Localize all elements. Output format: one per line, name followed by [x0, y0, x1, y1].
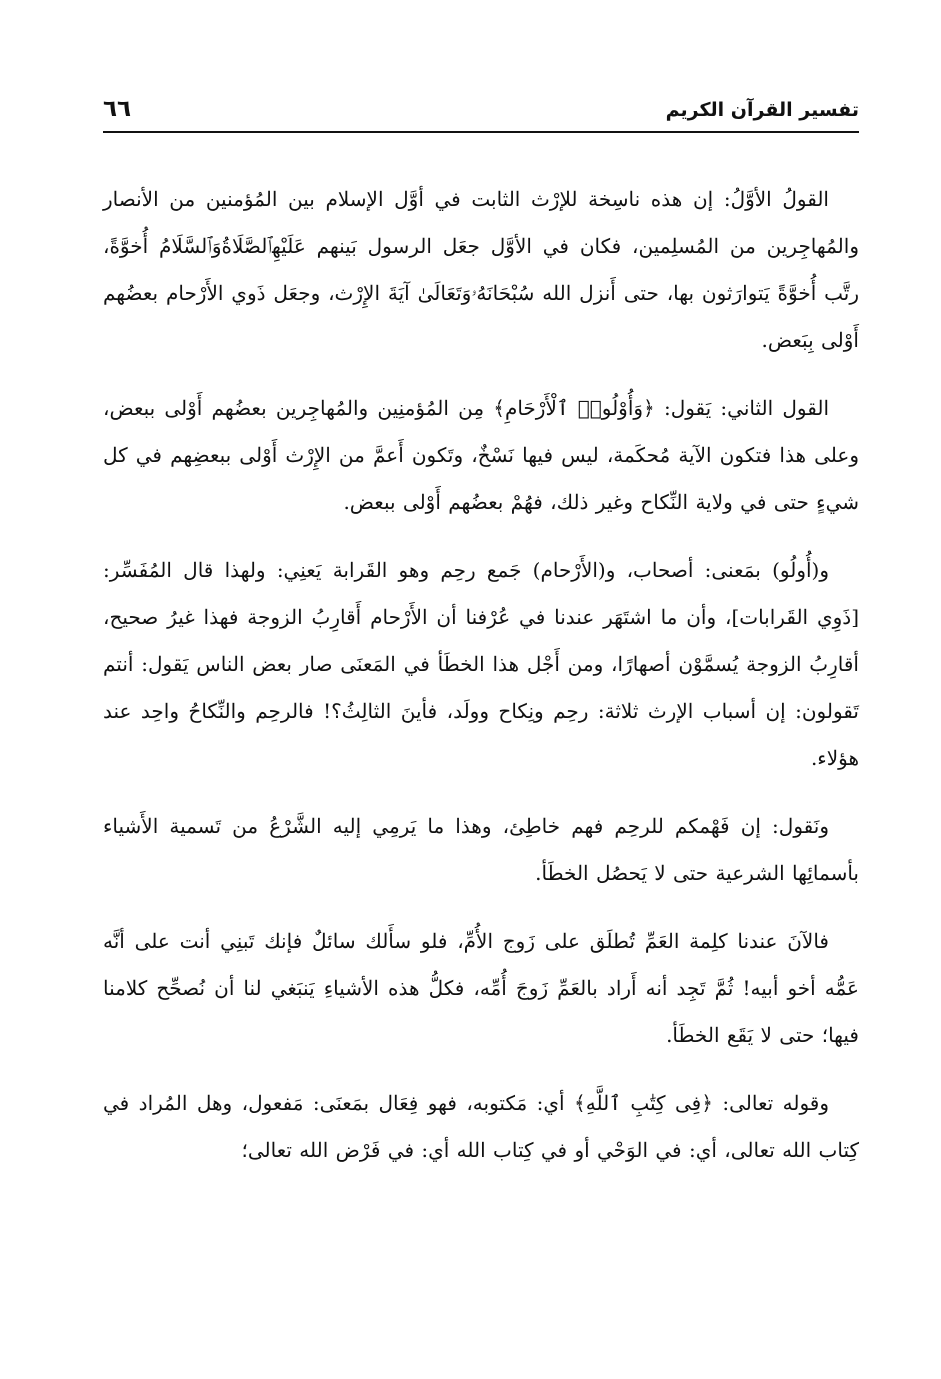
paragraph-first-opinion: القولُ الأوَّلُ: إن هذه ناسِخة للإرْث الثابت في أوَّل الإسلام بين المُؤمنين من الأنصار والمُهاجِرين من المُسلِمين، فكان في الأوَّل جعَل الرسول بَينهم عَلَيْهِٱلصَّلَاةُوَٱلسَّلَامُ أُخوَّةً، رتَّب أُخوَّةً يَتوارَثون بها، حتى أَنزل الله سُبْحَانَهُۥوَتَعَالَىٰ آيَةَ الإِرْث، وجعَل ذَوي الأَرْحام بعضُهم أَوْلى بِبَعض.	[103, 187, 859, 352]
paragraph-word-uncle: فالآنَ عندنا كلِمة العَمِّ تُطلَق على زَوج الأُمِّ، فلو سأَلك سائلٌ فإنك تَبنِي أنت على أنَّه عَمُّه أخو أبيه! ثُمَّ تَجِد أنه أَراد بالعَمِّ زَوجَ أُمِّه، فكلُّ هذه الأشياءِ يَنبَغي لنا أن نُصحِّح كلامنا فيها؛ حتى لا يَقَع الخطَأ.	[103, 929, 859, 1047]
page-number: ٦٦	[103, 96, 132, 122]
paragraph-our-saying: ونَقول: إن فَهْمكم للرحِم فهم خاطِئ، وهذا ما يَرمِي إليه الشَّرْعُ من تَسمية الأَشياء بأسمائِها الشرعية حتى لا يَحصُل الخطَأ.	[103, 814, 859, 885]
page-body	[103, 176, 859, 1195]
running-title: تفسير القرآن الكريم	[665, 99, 859, 121]
paragraph-second-opinion: القول الثاني: يَقول: ﴿وَأُوْلُوا۟ ٱلْأَرْحَامِ﴾ مِن المُؤمنِين والمُهاجِرين بعضُهم أَوْلى ببعض، وعلى هذا فتكون الآية مُحكَمة، ليس فيها نَسْخٌ، وتَكون أَعمَّ من الإِرْث أَوْلى ببعضِهم في كل شيءٍ حتى في ولاية النِّكاح وغير ذلك، فهُمْ بعضُهم أَوْلى ببعض.	[103, 396, 859, 514]
page-header	[103, 96, 859, 130]
paragraph-meaning-of-ulu: و(أُولُو) بمَعنى: أصحاب، و(الأَرْحام) جَمع رحِم وهو القَرابة يَعنِي: ولهذا قال المُفَسِّر: [ذَوِي القَرابات]، وأن ما اشتَهَر عندنا في عُرْفنا أن الأَرْحام أَقارِبُ الزوجة فهذا غيرُ صحيح، أقارِبُ الزوجة يُسمَّوْن أصهارًا، ومن أَجْل هذا الخطَأ في المَعنَى صار بعض الناس يَقول: أنتم تَقولون: إن أسباب الإرث ثلاثة: رحِم ونِكاح وولَد، فأينَ الثالِثُ؟! فالرحِم والنِّكاحُ واحِد عند هؤلاء.	[103, 558, 859, 770]
paragraph-book-of-allah: وقوله تعالى: ﴿فِى كِتَٰبِ ٱللَّهِ﴾ أي: مَكتوبه، فهو فِعَال بمَعنَى: مَفعول، وهل المُراد في كِتاب الله تعالى، أي: في الوَحْي أو في كِتاب الله أي: في فَرْض الله تعالى؛	[103, 1091, 859, 1162]
header-divider	[103, 131, 859, 133]
